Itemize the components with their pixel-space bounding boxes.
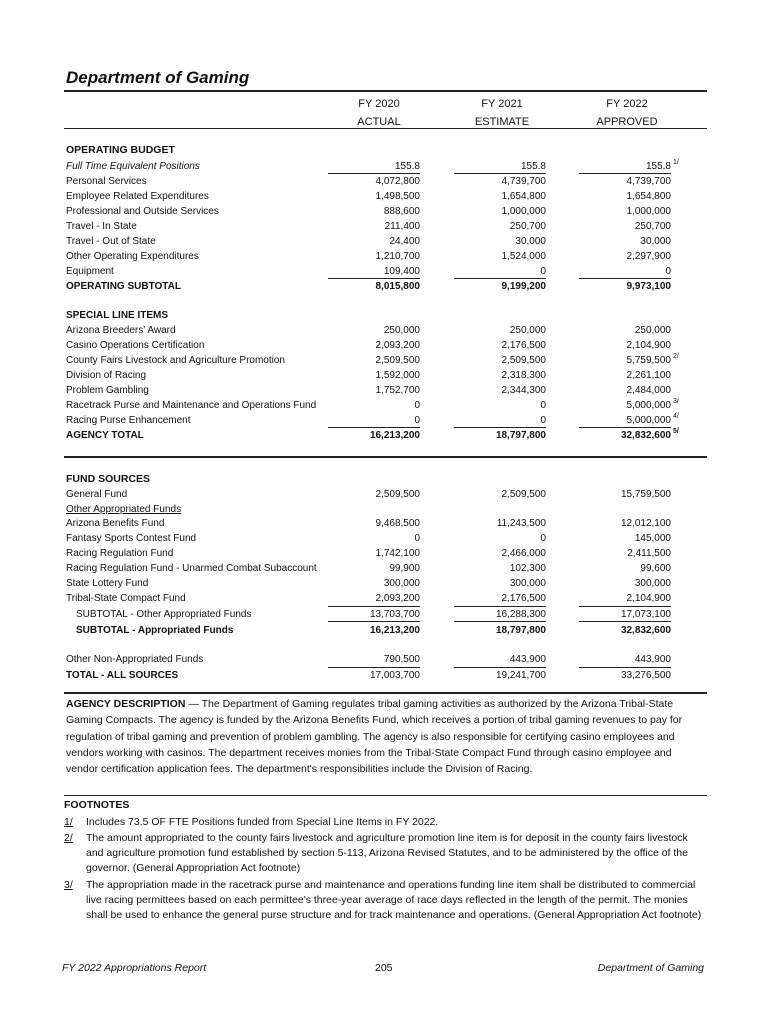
row-label: Other Appropriated Funds	[66, 504, 182, 515]
value-fy2020: 2,509,500	[375, 489, 420, 500]
row-label: Travel - Out of State	[66, 236, 156, 247]
value-fy2022: 9,973,100	[626, 281, 671, 292]
value-fy2022: 1,654,800	[626, 191, 671, 202]
row-label: AGENCY TOTAL	[66, 430, 144, 441]
footnote-ref: 1/	[673, 159, 679, 166]
value-fy2022: 32,832,600	[620, 430, 671, 441]
value-fy2020: 99,900	[389, 563, 420, 574]
value-fy2020: 24,400	[389, 236, 420, 247]
value-fy2021: 2,344,300	[501, 385, 546, 396]
value-fy2021: 250,000	[509, 325, 546, 336]
row-label: Tribal-State Compact Fund	[66, 593, 186, 604]
row-label: OPERATING SUBTOTAL	[66, 281, 181, 292]
value-fy2020: 9,468,500	[375, 518, 420, 529]
value-fy2022: 250,700	[634, 221, 671, 232]
value-fy2020: 2,093,200	[375, 593, 420, 604]
value-fy2021: 2,509,500	[501, 355, 546, 366]
value-fy2021: 30,000	[515, 236, 546, 247]
value-fy2020: 13,703,700	[369, 609, 420, 620]
value-fy2020: 0	[414, 533, 420, 544]
footer-report-title: FY 2022 Appropriations Report	[62, 962, 207, 974]
value-fy2022: 4,739,700	[626, 176, 671, 187]
value-fy2022: 0	[665, 266, 671, 277]
footnote-text: The appropriation made in the racetrack purse and maintenance and operations funding line item shall be distributed to commercial live racing permittees based on each permittee's three-year average of race days reflected in the length of the permit. The monies shall be used to enhance the general purse structure and for track maintenance and operations. (General Appropriation Act footnote)	[86, 879, 702, 922]
row-label: Racing Purse Enhancement	[66, 415, 191, 426]
row-label: General Fund	[66, 489, 128, 500]
value-fy2021: 9,199,200	[501, 281, 546, 292]
row-label: Racing Regulation Fund - Unarmed Combat Subaccount	[66, 563, 317, 574]
row-label: Racetrack Purse and Maintenance and Operations Fund	[66, 400, 317, 411]
row-label: Casino Operations Certification	[66, 340, 205, 351]
value-fy2020: 250,000	[383, 325, 420, 336]
value-fy2021: 1,524,000	[501, 251, 546, 262]
subtotal-appropriated-row	[66, 623, 706, 638]
agency-description	[66, 696, 706, 777]
value-fy2020: 211,400	[384, 221, 420, 232]
value-fy2020: 155.8	[394, 161, 420, 172]
table-row	[66, 516, 706, 531]
table-row	[66, 546, 706, 561]
value-fy2022: 1,000,000	[626, 206, 671, 217]
value-fy2021: 2,318,300	[501, 370, 546, 381]
value-fy2021: 2,176,500	[501, 340, 546, 351]
value-fy2021: 0	[540, 533, 546, 544]
value-fy2022: 32,832,600	[620, 625, 671, 636]
value-fy2021: 2,509,500	[501, 489, 546, 500]
special-line-items-heading: SPECIAL LINE ITEMS	[66, 310, 169, 321]
value-fy2021: 155.8	[520, 161, 546, 172]
table-row	[66, 413, 706, 428]
value-fy2022: 250,000	[634, 325, 671, 336]
footnote-ref: 3/	[673, 398, 679, 405]
footnote-text: The amount appropriated to the county fairs livestock and agriculture promotion line item is for deposit in the county fairs livestock and agriculture promotion fund established by section 5-113, Arizona Revised Statutes, and to be administered by the office of the governor. (General Appropriation Act footnote)	[86, 832, 688, 875]
row-label: Travel - In State	[66, 221, 137, 232]
row-label: Arizona Breeders' Award	[66, 325, 176, 336]
table-row	[66, 159, 706, 174]
footnote-ref: 4/	[673, 413, 679, 420]
col-header-type: ESTIMATE	[474, 116, 530, 128]
agency-description-label: AGENCY DESCRIPTION	[66, 698, 186, 710]
row-label: State Lottery Fund	[66, 578, 149, 589]
table-row	[66, 234, 706, 249]
value-fy2022: 300,000	[634, 578, 671, 589]
operating-budget-heading: OPERATING BUDGET	[66, 144, 175, 156]
value-fy2021: 4,739,700	[501, 176, 546, 187]
value-fy2020: 1,592,000	[375, 370, 420, 381]
page-title: Department of Gaming	[66, 68, 250, 87]
row-label: Professional and Outside Services	[66, 206, 219, 217]
table-row	[66, 487, 706, 502]
footer-agency: Department of Gaming	[597, 962, 704, 974]
value-fy2021: 300,000	[509, 578, 546, 589]
table-row	[66, 323, 706, 338]
footnote-number: 2/	[64, 832, 73, 844]
value-fy2022: 2,297,900	[626, 251, 671, 262]
header-rule	[64, 128, 707, 129]
value-fy2021: 2,466,000	[501, 548, 546, 559]
agency-total-row	[66, 428, 706, 443]
section-rule	[64, 456, 707, 458]
value-fy2021: 16,288,300	[495, 609, 546, 620]
value-fy2020: 790,500	[383, 654, 420, 665]
row-label: County Fairs Livestock and Agriculture Promotion	[66, 355, 285, 366]
table-row	[66, 189, 706, 204]
col-header-fy2021	[447, 95, 557, 131]
row-label: Other Non-Appropriated Funds	[66, 654, 204, 665]
value-fy2020: 8,015,800	[375, 281, 420, 292]
other-appropriated-heading	[66, 502, 706, 517]
table-row	[66, 531, 706, 546]
col-header-fy2020	[324, 95, 434, 131]
col-header-type: APPROVED	[596, 116, 658, 128]
row-label: Racing Regulation Fund	[66, 548, 174, 559]
row-label: Arizona Benefits Fund	[66, 518, 165, 529]
row-label: TOTAL - ALL SOURCES	[66, 670, 179, 681]
cell-rule	[328, 621, 420, 622]
value-fy2020: 2,509,500	[375, 355, 420, 366]
table-row	[66, 368, 706, 383]
value-fy2020: 0	[414, 415, 420, 426]
footnote-number: 1/	[64, 816, 73, 828]
title-rule	[64, 90, 707, 92]
row-label: Personal Services	[66, 176, 147, 187]
value-fy2022: 5,000,000	[626, 415, 671, 426]
row-label: Problem Gambling	[66, 385, 149, 396]
value-fy2021: 443,900	[509, 654, 546, 665]
value-fy2020: 17,003,700	[369, 670, 420, 681]
table-row	[66, 591, 706, 606]
row-label: Equipment	[66, 266, 114, 277]
row-label: SUBTOTAL - Other Appropriated Funds	[76, 609, 252, 620]
value-fy2021: 19,241,700	[495, 670, 546, 681]
value-fy2022: 2,484,000	[626, 385, 671, 396]
value-fy2021: 1,000,000	[501, 206, 546, 217]
footnote-number: 3/	[64, 879, 73, 891]
table-row	[66, 576, 706, 591]
table-row	[66, 264, 706, 279]
row-label: Division of Racing	[66, 370, 147, 381]
footnote-ref: 2/	[673, 353, 679, 360]
value-fy2021: 0	[540, 400, 546, 411]
value-fy2022: 2,411,500	[627, 548, 671, 559]
col-header-fy2022	[572, 95, 682, 131]
value-fy2022: 5,000,000	[626, 400, 671, 411]
value-fy2022: 12,012,100	[620, 518, 671, 529]
table-row	[66, 249, 706, 264]
col-header-year: FY 2020	[358, 98, 400, 110]
row-label: Other Operating Expenditures	[66, 251, 199, 262]
value-fy2021: 1,654,800	[501, 191, 546, 202]
value-fy2021: 102,300	[509, 563, 546, 574]
value-fy2021: 0	[540, 415, 546, 426]
row-label: Full Time Equivalent Positions	[66, 161, 200, 172]
footnotes-title: FOOTNOTES	[64, 799, 130, 811]
value-fy2020: 1,498,500	[375, 191, 420, 202]
footnote-ref: 5/	[673, 428, 679, 435]
value-fy2022: 33,276,500	[620, 670, 671, 681]
table-row	[66, 219, 706, 234]
value-fy2020: 2,093,200	[375, 340, 420, 351]
value-fy2022: 30,000	[640, 236, 671, 247]
cell-rule	[579, 621, 671, 622]
table-row	[66, 204, 706, 219]
table-row	[66, 398, 706, 413]
value-fy2022: 2,104,900	[626, 340, 671, 351]
value-fy2021: 0	[540, 266, 546, 277]
cell-rule	[454, 621, 546, 622]
value-fy2022: 155.8	[645, 161, 671, 172]
table-row	[66, 174, 706, 189]
value-fy2021: 2,176,500	[501, 593, 546, 604]
page-number: 205	[375, 962, 393, 974]
value-fy2020: 1,210,700	[375, 251, 420, 262]
value-fy2022: 145,000	[634, 533, 671, 544]
agency-description-text: — The Department of Gaming regulates tribal gaming activities as authorized by the Arizona Tribal-State Gaming Compacts. The agency is funded by the Arizona Benefits Fund, which receives a portion of tribal gaming revenues to pay for regulation of tribal gaming and prevention of problem gambling. The agency is also responsible for certifying casino employees and vendors working with casinos. The department receives monies from the Tribal-State Compact Fund through casino employee and vendor certification application fees. The department's responsibilities include the Division of Racing.	[66, 698, 683, 776]
table-row	[66, 652, 706, 667]
fund-sources-heading: FUND SOURCES	[66, 473, 151, 485]
value-fy2020: 16,213,200	[369, 430, 420, 441]
value-fy2022: 15,759,500	[620, 489, 671, 500]
table-row	[66, 338, 706, 353]
value-fy2020: 0	[414, 400, 420, 411]
col-header-year: FY 2021	[481, 98, 523, 110]
value-fy2020: 16,213,200	[369, 625, 420, 636]
value-fy2020: 1,752,700	[375, 385, 420, 396]
section-rule	[64, 692, 707, 694]
value-fy2021: 18,797,800	[495, 625, 546, 636]
section-rule	[64, 795, 707, 796]
value-fy2022: 443,900	[634, 654, 671, 665]
value-fy2022: 2,261,100	[626, 370, 671, 381]
table-row	[66, 561, 706, 576]
value-fy2022: 17,073,100	[620, 609, 671, 620]
row-label: Fantasy Sports Contest Fund	[66, 533, 197, 544]
value-fy2020: 300,000	[383, 578, 420, 589]
operating-subtotal-row	[66, 279, 706, 294]
col-header-year: FY 2022	[606, 98, 648, 110]
value-fy2020: 1,742,100	[375, 548, 420, 559]
value-fy2022: 2,104,900	[626, 593, 671, 604]
value-fy2020: 888,600	[383, 206, 420, 217]
table-row	[66, 383, 706, 398]
value-fy2020: 4,072,800	[375, 176, 420, 187]
col-header-type: ACTUAL	[357, 116, 401, 128]
total-all-sources-row	[66, 668, 706, 683]
row-label: Employee Related Expenditures	[66, 191, 209, 202]
value-fy2021: 250,700	[509, 221, 546, 232]
table-row	[66, 353, 706, 368]
subtotal-other-row	[66, 607, 706, 622]
value-fy2021: 18,797,800	[495, 430, 546, 441]
footnote-text: Includes 73.5 OF FTE Positions funded from Special Line Items in FY 2022.	[86, 816, 439, 828]
value-fy2021: 11,243,500	[496, 518, 546, 529]
value-fy2020: 109,400	[383, 266, 420, 277]
value-fy2022: 5,759,500	[626, 355, 671, 366]
value-fy2022: 99,600	[640, 563, 671, 574]
row-label: SUBTOTAL - Appropriated Funds	[76, 625, 234, 636]
